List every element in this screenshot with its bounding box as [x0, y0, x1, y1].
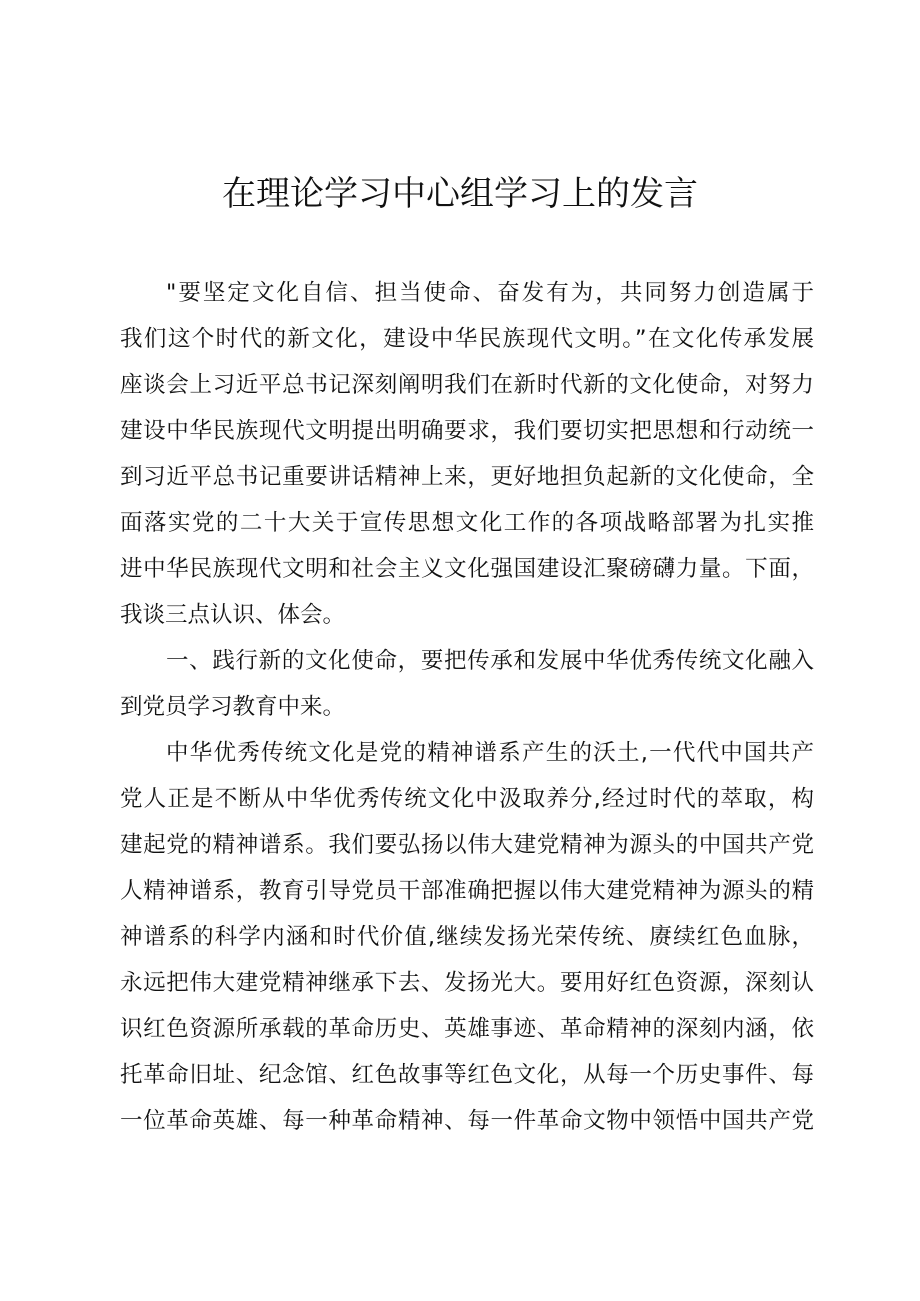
text-line: 到党员学习教育中来。 — [120, 694, 346, 720]
text-line: 托革命旧址、纪念馆、红色故事等红色文化，从每一个历史事件、每 — [120, 1062, 814, 1088]
text-line: 中华优秀传统文化是党的精神谱系产生的沃土,一代代中国共产 — [166, 740, 814, 766]
text-line: 到习近平总书记重要讲话精神上来，更好地担负起新的文化使命，全 — [120, 464, 814, 490]
text-line: 一位革命英雄、每一种革命精神、每一件革命文物中领悟中国共产党 — [120, 1108, 814, 1134]
text-line: 建起党的精神谱系。我们要弘扬以伟大建党精神为源头的中国共产党 — [120, 832, 814, 858]
text-line: 我谈三点认识、体会。 — [120, 602, 346, 628]
paragraph-intro — [120, 270, 814, 638]
text-line: 永远把伟大建党精神继承下去、发扬光大。要用好红色资源，深刻认 — [120, 970, 814, 996]
section-heading-1 — [120, 638, 814, 730]
text-line: 党人正是不断从中华优秀传统文化中汲取养分,经过时代的萃取，构 — [120, 786, 814, 812]
text-line: 一、践行新的文化使命，要把传承和发展中华优秀传统文化融入 — [166, 648, 814, 674]
text-line: 人精神谱系，教育引导党员干部准确把握以伟大建党精神为源头的精 — [120, 878, 814, 904]
text-line: 我们这个时代的新文化，建设中华民族现代文明。”在文化传承发展 — [120, 326, 814, 352]
document-title: 在理论学习中心组学习上的发言 — [222, 174, 698, 214]
text-line: 座谈会上习近平总书记深刻阐明我们在新时代新的文化使命，对努力 — [120, 372, 814, 398]
text-line: 面落实党的二十大关于宣传思想文化工作的各项战略部署为扎实推 — [120, 510, 814, 536]
text-line: 神谱系的科学内涵和时代价值,继续发扬光荣传统、赓续红色血脉， — [120, 924, 814, 950]
text-line: 进中华民族现代文明和社会主义文化强国建设汇聚磅礴力量。下面， — [120, 556, 814, 582]
paragraph-section-1 — [120, 730, 814, 1144]
text-line: "要坚定文化自信、担当使命、奋发有为，共同努力创造属于 — [166, 280, 814, 306]
text-line: 建设中华民族现代文明提出明确要求，我们要切实把思想和行动统一 — [120, 418, 814, 444]
document-body — [120, 270, 814, 1144]
text-line: 识红色资源所承载的革命历史、英雄事迹、革命精神的深刻内涵，依 — [120, 1016, 814, 1042]
